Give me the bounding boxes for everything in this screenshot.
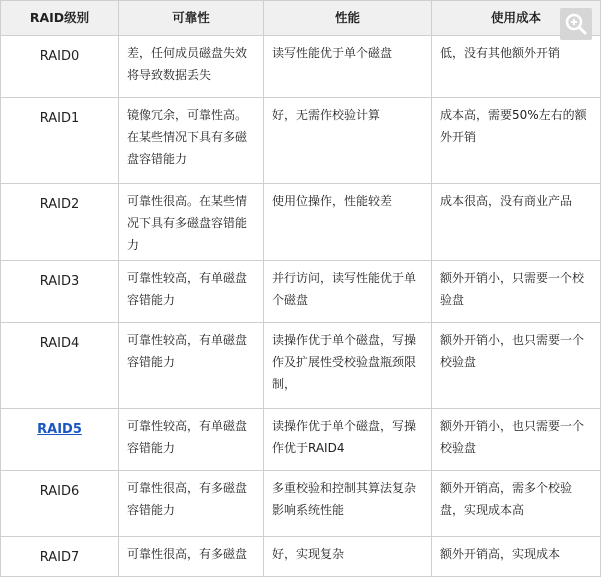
cell-cost: 额外开销高，需多个校验盘，实现成本高 (432, 471, 601, 537)
zoom-button[interactable] (560, 8, 592, 40)
table-row (1, 409, 601, 471)
cell-reliability: 可靠性较高，有单磁盘容错能力 (119, 261, 264, 323)
cell-reliability: 可靠性较高，有单磁盘容错能力 (119, 323, 264, 409)
table-row (1, 537, 601, 577)
cell-level: RAID0 (1, 36, 119, 98)
cell-reliability: 可靠性较高，有单磁盘容错能力 (119, 409, 264, 471)
cell-performance: 读操作优于单个磁盘，写操作优于RAID4 (264, 409, 432, 471)
table-header-row (1, 1, 601, 36)
table-row (1, 98, 601, 184)
table-row (1, 261, 601, 323)
header-raid-level: RAID级别 (1, 1, 119, 36)
cell-performance: 并行访问，读写性能优于单个磁盘 (264, 261, 432, 323)
cell-reliability: 可靠性很高，有多磁盘容错能力 (119, 471, 264, 537)
cell-cost: 额外开销高，实现成本 (432, 537, 601, 577)
cell-performance: 好，实现复杂 (264, 537, 432, 577)
cell-cost: 额外开销小，也只需要一个校验盘 (432, 409, 601, 471)
header-reliability: 可靠性 (119, 1, 264, 36)
cell-cost: 低，没有其他额外开销 (432, 36, 601, 98)
cell-cost: 成本高，需要50%左右的额外开销 (432, 98, 601, 184)
cell-reliability: 差，任何成员磁盘失效将导致数据丢失 (119, 36, 264, 98)
cell-performance: 读操作优于单个磁盘，写操作及扩展性受校验盘瓶颈限制， (264, 323, 432, 409)
cell-performance: 使用位操作，性能较差 (264, 184, 432, 261)
cell-reliability: 可靠性很高。在某些情况下具有多磁盘容错能力 (119, 184, 264, 261)
cell-cost: 成本很高，没有商业产品 (432, 184, 601, 261)
cell-level: RAID1 (1, 98, 119, 184)
table-row (1, 323, 601, 409)
table-row (1, 184, 601, 261)
cell-level: RAID2 (1, 184, 119, 261)
cell-level: RAID7 (1, 537, 119, 577)
header-performance: 性能 (264, 1, 432, 36)
cell-reliability: 镜像冗余，可靠性高。在某些情况下具有多磁盘容错能力 (119, 98, 264, 184)
raid5-link[interactable]: RAID5 (1, 409, 119, 471)
cell-performance: 读写性能优于单个磁盘 (264, 36, 432, 98)
cell-level: RAID3 (1, 261, 119, 323)
cell-cost: 额外开销小，也只需要一个校验盘 (432, 323, 601, 409)
table-row (1, 471, 601, 537)
header-cost: 使用成本 (432, 1, 601, 36)
cell-level: RAID4 (1, 323, 119, 409)
cell-performance: 好，无需作校验计算 (264, 98, 432, 184)
cell-reliability: 可靠性很高，有多磁盘 (119, 537, 264, 577)
cell-cost: 额外开销小，只需要一个校验盘 (432, 261, 601, 323)
cell-level: RAID6 (1, 471, 119, 537)
table-row (1, 36, 601, 98)
cell-performance: 多重校验和控制其算法复杂影响系统性能 (264, 471, 432, 537)
zoom-in-icon (560, 8, 592, 40)
